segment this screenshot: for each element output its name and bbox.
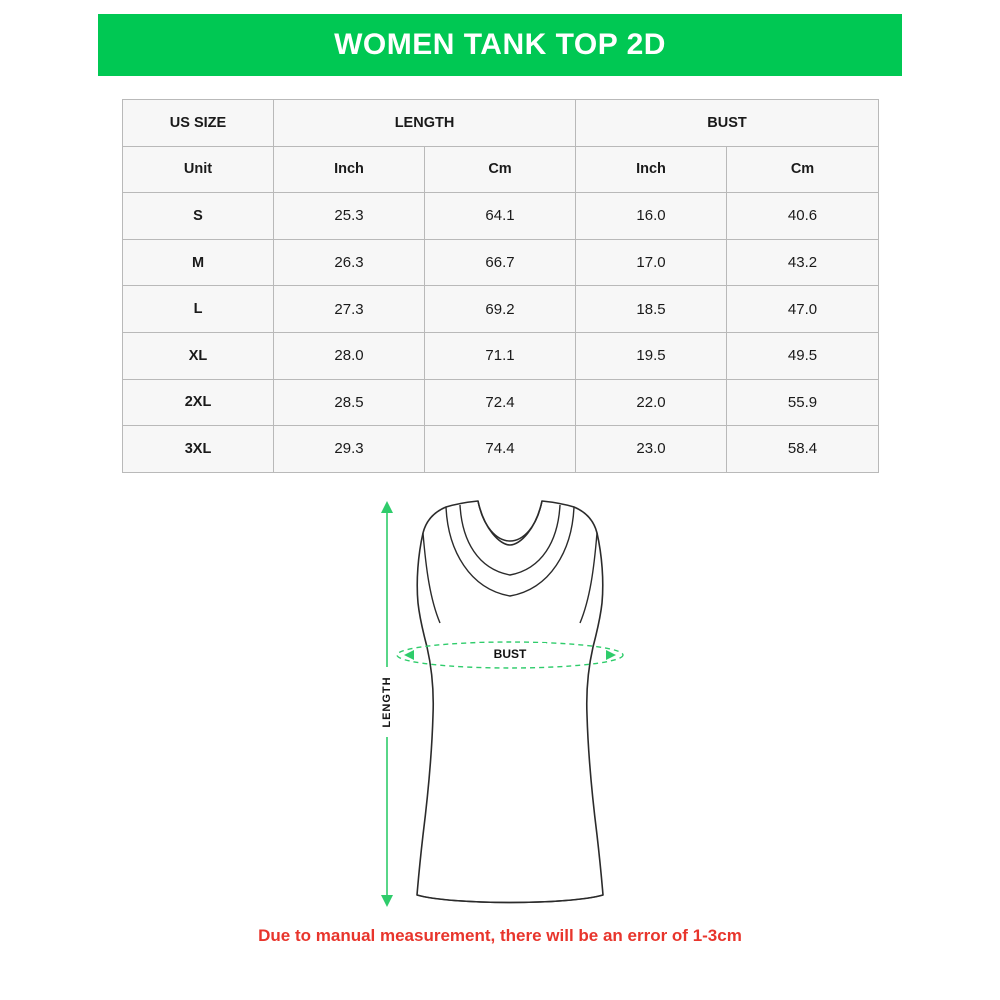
measurement-note: Due to manual measurement, there will be an error of 1-3cm (258, 926, 742, 945)
table-group-header-row (123, 100, 879, 147)
cell-length-cm: 72.4 (425, 379, 576, 426)
cell-length-inch: 29.3 (274, 426, 425, 473)
cell-length-inch: 26.3 (274, 239, 425, 286)
cell-bust-cm: 43.2 (727, 239, 879, 286)
table-row (123, 332, 879, 379)
size-table (122, 99, 879, 473)
unit-length-inch: Inch (274, 146, 425, 193)
cell-bust-inch: 18.5 (576, 286, 727, 333)
table-row (123, 426, 879, 473)
cell-size: 2XL (123, 379, 274, 426)
table-row (123, 239, 879, 286)
table-unit-row (123, 146, 879, 193)
page-title: WOMEN TANK TOP 2D (334, 28, 666, 61)
length-measure-guide (378, 501, 396, 907)
cell-length-inch: 27.3 (274, 286, 425, 333)
cell-size: XL (123, 332, 274, 379)
tank-top-outline (417, 501, 603, 903)
header-bust: BUST (576, 100, 879, 147)
cell-bust-cm: 40.6 (727, 193, 879, 240)
cell-length-cm: 64.1 (425, 193, 576, 240)
cell-length-inch: 25.3 (274, 193, 425, 240)
cell-bust-inch: 17.0 (576, 239, 727, 286)
cell-size: S (123, 193, 274, 240)
unit-bust-inch: Inch (576, 146, 727, 193)
garment-illustration (350, 495, 670, 920)
length-label: LENGTH (380, 676, 393, 728)
table-row (123, 286, 879, 333)
cell-size: L (123, 286, 274, 333)
cell-length-inch: 28.0 (274, 332, 425, 379)
table-row (123, 379, 879, 426)
cell-bust-inch: 22.0 (576, 379, 727, 426)
table-row (123, 193, 879, 240)
unit-length-cm: Cm (425, 146, 576, 193)
cell-bust-cm: 55.9 (727, 379, 879, 426)
cell-length-inch: 28.5 (274, 379, 425, 426)
cell-size: M (123, 239, 274, 286)
cell-bust-inch: 23.0 (576, 426, 727, 473)
bust-label: BUST (493, 647, 527, 662)
cell-length-cm: 71.1 (425, 332, 576, 379)
cell-bust-cm: 58.4 (727, 426, 879, 473)
header-length: LENGTH (274, 100, 576, 147)
cell-length-cm: 66.7 (425, 239, 576, 286)
cell-bust-inch: 16.0 (576, 193, 727, 240)
cell-length-cm: 69.2 (425, 286, 576, 333)
unit-bust-cm: Cm (727, 146, 879, 193)
cell-length-cm: 74.4 (425, 426, 576, 473)
cell-bust-inch: 19.5 (576, 332, 727, 379)
header-us-size: US SIZE (123, 100, 274, 147)
size-table-container (122, 99, 878, 473)
unit-label: Unit (123, 146, 274, 193)
cell-bust-cm: 47.0 (727, 286, 879, 333)
header-banner (98, 14, 902, 76)
cell-size: 3XL (123, 426, 274, 473)
cell-bust-cm: 49.5 (727, 332, 879, 379)
